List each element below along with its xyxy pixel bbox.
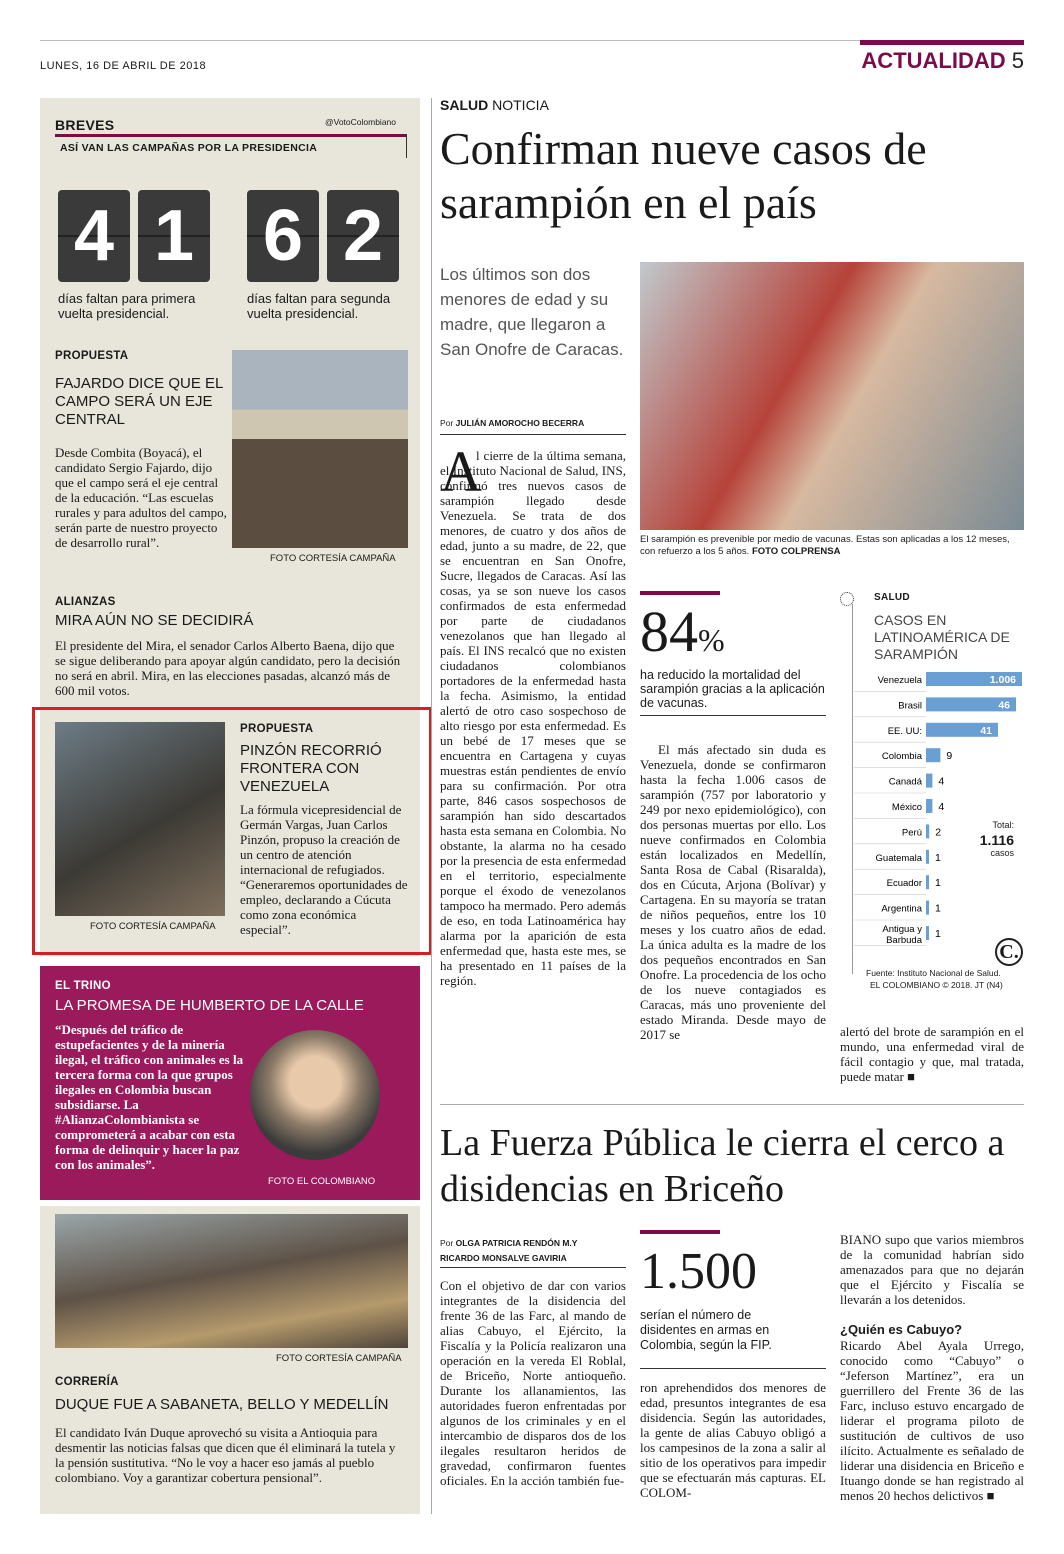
story1-col1: l cierre de la última semana, el Instituto Nacional de Salud, INS, confirmó tres nuevos casos de sarampión llegado desde Venezuela. Se trata de dos menores, de cuatro y dos años de edad, junto a su madre, de 22, que se encuentran en San Onofre, Sucre, llegados de Caracas. Así las cosas, ya se son nueve los casos confirmados de esta enfermedad por parte de ciudadanos venezolanos que han llegado al país. El INS recalcó que no existen ciudadanos colombianos portadores de la enfermedad hasta la fecha. Asimismo, la entidad alertó de otro caso sospechoso de alto riesgo por esta enfermedad. Es un bebé de 17 meses que se encuentra en Cartagena y cuyas muestras están pendientes de envío para su confirmación. Por otra parte, 846 casos sospechosos de sarampión han sido descartados hasta esta semana en Colombia. No obstante, la alarma no ha cesado por la presencia de esta enfermedad en el territorio, especialmente porque el éxodo de venezolanos tampoco ha mermado. Pero además de eso, en toda Latinoamérica hay alarma por la aparición de esta enfermedad que, hasta este mes, se ha presentado en 11 países de la región. <box>440 448 626 988</box>
chart-value-label-2: 41 <box>980 724 992 737</box>
fajardo-photo <box>232 350 408 548</box>
story1-headline[interactable]: Confirman nueve casos de sarampión en el país <box>440 123 927 228</box>
chart-value-label-0: 1.006 <box>989 674 1016 686</box>
breves-title: BREVES <box>55 117 115 133</box>
chart-total-label: Total: <box>992 820 1014 830</box>
chart-category-5: México <box>891 802 922 813</box>
story2-byline <box>440 1236 626 1266</box>
chart-value-label-1: 46 <box>998 699 1010 712</box>
story1-col3: alertó del brote de sarampión en el mundo, una enfermedad viral de fácil contagio y que, mal tratada, puede matar ■ <box>840 1024 1024 1084</box>
mira-headline: MIRA AÚN NO SE DECIDIRÁ <box>55 612 254 629</box>
counter1-digit1: 4 <box>58 190 130 282</box>
chart-total: 1.116 <box>979 832 1014 848</box>
stat2-text: serían el número de disidentes en armas en Colombia, según la FIP. <box>640 1308 772 1352</box>
chart-bar-4 <box>926 774 932 788</box>
chart-value-label-4: 4 <box>938 775 945 788</box>
pinzon-photo <box>55 722 225 916</box>
chart-category-1: Brasil <box>898 700 922 712</box>
chart-bars <box>854 668 1024 958</box>
chart-value-label-7: 1 <box>935 851 941 864</box>
dropcap: A <box>440 439 482 504</box>
byline2-name1: OLGA PATRICIA RENDÓN M.Y <box>455 1238 578 1248</box>
breves-subtitle: ASÍ VAN LAS CAMPAÑAS POR LA PRESIDENCIA <box>60 142 318 154</box>
trino-credit: FOTO EL COLOMBIANO <box>268 1176 376 1187</box>
story2-subhead: ¿Quién es Cabuyo? <box>840 1322 963 1337</box>
story2-headline[interactable]: La Fuerza Pública le cierra el cerco a disidencias en Briceño <box>440 1122 1005 1210</box>
story1-kicker-type: NOTICIA <box>492 97 549 113</box>
chart-category-7: Guatemala <box>875 852 922 864</box>
chart-title: CASOS EN LATINOAMÉRICA DE SARAMPIÓN <box>874 612 1010 662</box>
trino-headline: LA PROMESA DE HUMBERTO DE LA CALLE <box>55 997 364 1014</box>
stat2-value: 1.500 <box>640 1243 757 1300</box>
counter1-label: días faltan para primera vuelta presidencial. <box>58 291 196 321</box>
measles-vaccination-photo <box>640 262 1024 530</box>
section-name: ACTUALIDAD <box>861 48 1006 73</box>
breves-rule <box>55 134 407 137</box>
chart-value-label-6: 2 <box>935 826 942 839</box>
chart-category-6: Perú <box>901 827 922 839</box>
story2-col3a: BIANO supo que varios miembros de la comunidad habrían sido amenazados para que no dejarán que el Ejército y Fiscalía se llevarán a los detenidos. <box>840 1232 1024 1307</box>
stat-rule <box>640 715 826 716</box>
mira-kicker: ALIANZAS <box>55 596 116 608</box>
story2-col1: Con el objetivo de dar con varios integrantes de la disidencia del frente 36 de las Farc, al mando de alias Cabuyo, el Ejército, la Fiscalía y la Policía realizaron una operación en la vereda El Roblal, de Briceño, Norte antioqueño. Durante los allanamientos, las autoridades fueron enfrentadas por algunos de los criminales y en el intercambio de disparos dos de los ilegales resultaron heridos de gravedad, confirmaron fuentes oficiales. En la acción también fue- <box>440 1278 626 1488</box>
stat-percent: % <box>698 622 725 658</box>
chart-frame-line <box>852 604 853 974</box>
chart-value-label-10: 1 <box>935 928 941 940</box>
story1-byline <box>440 418 584 428</box>
chart-bar-8 <box>926 875 929 889</box>
counter2-label: días faltan para segunda vuelta presidencial. <box>247 291 391 321</box>
byline2-prefix: Por <box>440 1238 454 1248</box>
chart-bar-3 <box>926 748 940 762</box>
trino-quote: “Después del tráfico de estupefacientes y de la minería ilegal, el tráfico con animales es la tercera forma con la que grupos ilegales en Colombia buscan subsidiarse. La #AlianzaColombianista se comprometerá a acabar con esta forma de delinquir y hacer la paz con los animales”. <box>55 1022 244 1172</box>
chart-category-9: Argentina <box>881 903 922 915</box>
stat-text: ha reducido la mortalidad del sarampión gracias a la aplicación de vacunas. <box>640 668 825 710</box>
fajardo-credit: FOTO CORTESÍA CAMPAÑA <box>270 553 396 564</box>
story2-col3b: Ricardo Abel Ayala Urrego, conocido como “Cabuyo” o “Jeferson Martínez”, era un guerrillero del Frente 36 de las Farc, incluso estuvo encargado de liderar el programa piloto de sustitución de cultivos de uso ilícito. Actualmente es señalado de liderar una disidencia en Briceño e Ituango donde se han registrado al menos 20 hechos delictivos ■ <box>840 1338 1024 1503</box>
chart-category-4: Canadá <box>888 776 922 788</box>
page-number: 5 <box>1011 48 1024 73</box>
photo-caption-text: El sarampión es prevenible por medio de vacunas. Estas son aplicadas a los 12 meses, con refuerzo a los 5 años. <box>640 534 1010 557</box>
story2-col2: ron aprehendidos dos menores de edad, presuntos integrantes de esa disidencia. Según las autoridades, la gente de alias Cabuyo obligó a los campesinos de la zona a salir al sitio de los operativos para impedir que se efectuarán más capturas. EL COLOM- <box>640 1380 826 1500</box>
stat-bar <box>640 591 720 595</box>
pinzon-credit: FOTO CORTESÍA CAMPAÑA <box>90 921 216 932</box>
chart-bar-7 <box>926 850 929 864</box>
chart-bar-9 <box>926 901 929 915</box>
breves-rule-v <box>406 134 407 158</box>
story-divider <box>440 1104 1024 1105</box>
el-colombiano-logo: C. <box>995 938 1023 966</box>
chart-copyright: EL COLOMBIANO © 2018. JT (N4) <box>870 980 1003 990</box>
pinzon-kicker: PROPUESTA <box>240 723 314 735</box>
byline-prefix: Por <box>440 418 454 428</box>
story1-kicker-bold: SALUD <box>440 97 489 113</box>
chart-category-0: Venezuela <box>877 675 922 686</box>
chart-bar-6 <box>926 824 929 838</box>
pinzon-headline: PINZÓN RECORRIÓ FRONTERA CON VENEZUELA <box>240 742 382 795</box>
chart-value-label-3: 9 <box>946 750 953 763</box>
chart-total-unit: casos <box>990 848 1014 858</box>
chart-bar-5 <box>926 799 932 813</box>
byline2-rule <box>440 1267 626 1268</box>
counter2-digit1: 6 <box>247 190 319 282</box>
chart-source: Fuente: Instituto Nacional de Salud. <box>866 968 1001 978</box>
fajardo-headline: FAJARDO DICE QUE EL CAMPO SERÁ UN EJE CENTRAL <box>55 375 223 428</box>
counter2-digit2: 2 <box>327 190 399 282</box>
pinzon-body: La fórmula vicepresidencial de Germán Vargas, Juan Carlos Pinzón, propuso la creación de un centro de atención internacional de refugiados. “Generaremos oportunidades de empleo, declarando a Cúcuta como zona económica especial”. <box>240 802 408 937</box>
stat2-bar <box>640 1230 720 1234</box>
duque-body: El candidato Iván Duque aprovechó su visita a Antioquia para desmentir las noticias falsas que dicen que él eliminará la tutela y la pensión sustitutiva. “No le voy a hacer eso jamás al pueblo colombiano. Voy a garantizar cobertura pensional”. <box>55 1425 396 1485</box>
duque-headline: DUQUE FUE A SABANETA, BELLO Y MEDELLÍN <box>55 1396 389 1413</box>
story1-deck: Los últimos son dos menores de edad y su madre, que llegaron a San Onofre de Caracas. <box>440 265 624 359</box>
chart-kicker: SALUD <box>874 592 910 603</box>
fajardo-body: Desde Combita (Boyacá), el candidato Sergio Fajardo, dijo que el campo será el eje central de la educación. “Las escuelas rurales y para adultos del campo, serán parte de nuestro proyecto de desarrollo rural”. <box>55 445 227 550</box>
mira-body: El presidente del Mira, el senador Carlos Alberto Baena, dijo que se sigue deliberando para apoyar algún candidato, pero la decisión no será en abril. Mira, en las elecciones pasadas, alcanzó más de 600 mil votos. <box>55 638 401 698</box>
chart-category-8: Ecuador <box>886 878 922 890</box>
stat-84 <box>640 600 725 672</box>
chart-category-3: Colombia <box>881 751 922 763</box>
chart-bar-10 <box>926 926 929 940</box>
story1-col2: El más afectado sin duda es Venezuela, donde se confirmaron hasta la fecha 1.006 casos de sarampión (757 por laboratorio y 249 por nexo epidemiológico), con dos personas muertas por ello. Los nueve confirmados en Colombia están localizados en Medellín, Santa Rosa de Cabal (Risaralda), dos en Cúcuta, Arjona (Bolívar) y Cartagena. En su mayoría se tratan de niños pequeños, entre los 10 meses y los cuatro años de edad. La única adulta es la madre de los dos pequeños encontrados en San Onofre. La procedencia de los ocho de los nueve contagiados es Caracas, más uno proveniente del estado Miranda. Desde mayo de 2017 se <box>640 742 826 1042</box>
byline-name: JULIÁN AMOROCHO BECERRA <box>455 418 585 428</box>
measles-chart <box>840 590 1024 990</box>
chart-value-label-9: 1 <box>935 902 941 915</box>
trino-kicker: EL TRINO <box>55 980 111 992</box>
humberto-de-la-calle-photo <box>250 1030 380 1160</box>
dateline: LUNES, 16 DE ABRIL DE 2018 <box>40 60 207 72</box>
twitter-handle[interactable]: @VotoColombiano <box>325 117 397 127</box>
duque-credit: FOTO CORTESÍA CAMPAÑA <box>276 1353 402 1364</box>
photo-credit: FOTO COLPRENSA <box>751 546 841 557</box>
chart-category-10: Antigua y Barbuda <box>882 924 922 946</box>
duque-kicker: CORRERÍA <box>55 1376 119 1388</box>
chart-value-label-8: 1 <box>935 877 941 890</box>
story1-kicker <box>440 97 549 113</box>
section-label <box>861 48 1024 74</box>
chart-value-label-5: 4 <box>938 801 945 813</box>
section-bar <box>860 40 1024 45</box>
byline-rule <box>440 434 626 435</box>
fajardo-kicker: PROPUESTA <box>55 350 129 362</box>
byline2-name2: RICARDO MONSALVE GAVIRIA <box>440 1253 567 1263</box>
counter1-digit2: 1 <box>138 190 210 282</box>
duque-photo <box>55 1214 408 1348</box>
stat2-rule <box>640 1368 826 1369</box>
story1-photo-caption <box>640 534 1024 558</box>
column-divider <box>431 98 432 1514</box>
chart-category-2: EE. UU: <box>887 725 922 737</box>
stat-value: 84 <box>640 599 698 664</box>
